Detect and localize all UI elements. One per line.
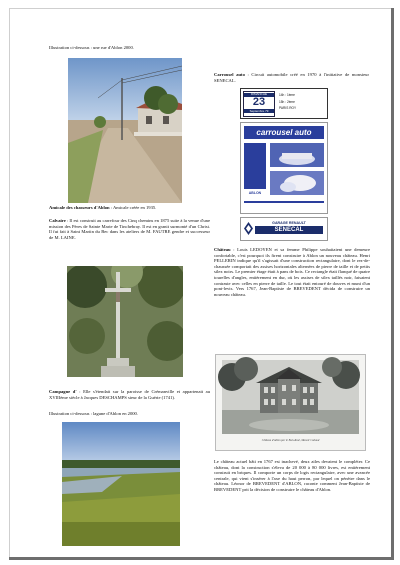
ticket-weekday: DIMANCHE [244,93,274,97]
chateau-text: : Louis LEDOYEN et sa femme Philippe souhaitaient une demeure confortable, c'est pourquoi ils firent construire à Ablon un nouveau château. Henri PELLERIN indique qu'il s'agissait d'une construction rectangulaire, dont le rez-de-chaussée comportait des assises horizontales alternées de pierre de taille et de petits silex noirs. Le premier étage était à pans de bois. Ce rectangle était flanqué de quatre tourelles d'angles, entièrement en dur, où les assises de silex taillés noir, faisaient contraste avec celles en pierre de taille. Le tout était entouré de douves et muni d'un pont-levis. Vers 1767, Jean-Baptiste de BREVEDENT décida de construire un nouveau château. [214,247,370,297]
poster-side-panel [244,143,266,189]
ticket-line-2: 15h : 2ème [279,99,295,104]
campagne-caption: Illustration ci-dessous : lagune d'Ablon en 2000. [49,411,138,416]
race-ticket [240,88,328,119]
ticket-day: 23 [252,96,266,108]
poster-place: ABLON [248,191,262,195]
renault-logo-icon [244,222,253,235]
amicale-text: : Amicale créée en 1935. [109,205,157,210]
amicale-paragraph [49,205,224,211]
ticket-line-3: PARIS ROY [279,106,297,110]
chateau-title: Château [214,247,231,252]
chateau-postcard [215,354,366,451]
poster-photo-bottom [270,171,324,195]
calvaire-paragraph [49,218,210,240]
carrousel-poster [240,122,328,214]
calvaire-title: Calvaire [49,218,66,223]
poster-footer-line [244,201,324,203]
badge-line-1: GARAGE RENAULT [272,221,306,225]
lagoon-photo [62,422,180,546]
campagne-text: : Elle s'étendait sur la paroisse de Crémanville et appartenait au XVIIIème siècle à Jacques DESCHAMPS sieur de la Guérie (1741). [49,389,210,400]
campagne-title: Campagne d' [49,389,77,394]
postcard-caption: Château d'Ablon par le Bois-Rosé, Manoir Cabaud [261,439,320,442]
poster-photo-top [270,143,324,167]
document-page [9,8,394,560]
ticket-line-1: 14h : 1ème [279,93,295,97]
ticket-date-box [243,91,275,117]
final-paragraph: Le château actuel bâti en 1767 est inachevé, deux ailes devaient le compléter. Ce château, dont la construction s'éleva de 20 000 à 80 000 livres, est entièrement construit en briques. Il comporte un corps de logis rectangulaire, avec une avancée centrale, qui vient s'insérer à l'axe du haut perron, par lequel on pénètre dans le château. Léonor de BREVEDENT d'ABLON, raconte comment Jean-Baptiste de BREVEDENT prit la décision de construire le château d'Ablon. [214,459,370,492]
calvary-photo [67,266,183,377]
poster-title: carrousel auto [244,126,324,139]
carrousel-paragraph [214,72,369,83]
amicale-title: Amicale des chasseurs d'Ablon [49,205,110,210]
carrousel-title: Carrousel auto [214,72,245,77]
senecal-badge [240,217,328,241]
ticket-schedule [279,92,323,112]
campagne-paragraph [49,389,210,400]
calvaire-text: : Il est construit au carrefour des Cinq chemins en 1875 suite à la venue d'une mission des Pères de Sainte Marie de Tinchebray. Il est en granit surmonté d'un Christ. Il fut fait à Saint Martin du Bec dans les ateliers de M. FAUTRE gendre et successeur de M. LAINE. [49,218,210,240]
carrousel-text: : Circuit automobile créé en 1970 à l'initiative de monsieur SENECAL. [214,72,370,83]
street-photo [68,58,182,203]
ticket-month: Septembre 79 [244,109,274,113]
badge-name: SENECAL [255,226,323,234]
intro-caption: Illustration ci-dessous : une rue d'Ablon 2000. [49,45,134,50]
chateau-paragraph [214,247,370,297]
